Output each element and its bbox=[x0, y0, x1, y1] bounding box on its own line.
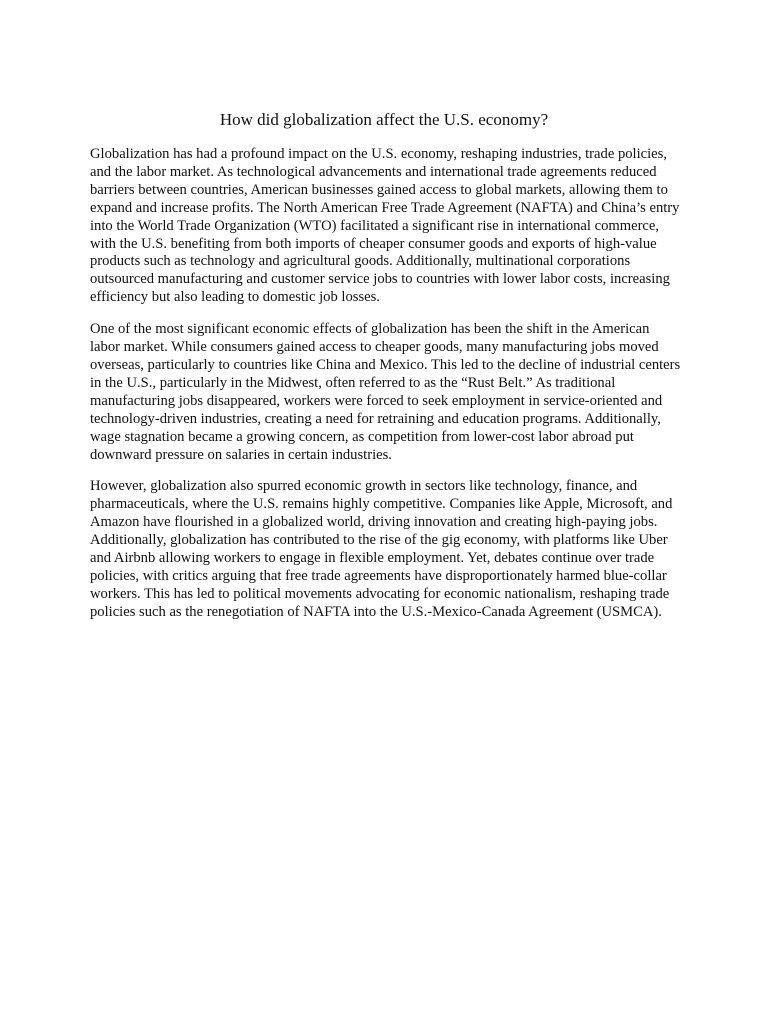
paragraph-1: Globalization has had a profound impact on the U.S. economy, reshaping industries, trade policies, and the labor market. As technological advancements and international trade agreements reduced barriers between countries, American businesses gained access to global markets, allowing them to expand and increase profits. The North American Free Trade Agreement (NAFTA) and China’s entry into the World Trade Organization (WTO) facilitated a significant rise in international commerce, with the U.S. benefiting from both imports of cheaper consumer goods and exports of high-value products such as technology and agricultural goods. Additionally, multinational corporations outsourced manufacturing and customer service jobs to countries with lower labor costs, increasing efficiency but also leading to domestic job losses. bbox=[90, 146, 680, 306]
paragraph-2: One of the most significant economic effects of globalization has been the shift in the American labor market. While consumers gained access to cheaper goods, many manufacturing jobs moved overseas, particularly to countries like China and Mexico. This led to the decline of industrial centers in the U.S., particularly in the Midwest, often referred to as the “Rust Belt.” As traditional manufacturing jobs disappeared, workers were forced to seek employment in service-oriented and technology-driven industries, creating a need for retraining and education programs. Additionally, wage stagnation became a growing concern, as competition from lower-cost labor abroad put downward pressure on salaries in certain industries. bbox=[90, 321, 681, 463]
paragraph-3: However, globalization also spurred economic growth in sectors like technology, finance, and pharmaceuticals, where the U.S. remains highly competitive. Companies like Apple, Microsoft, and Amazon have flourished in a globalized world, driving innovation and creating high-paying jobs. Additionally, globalization has contributed to the rise of the gig economy, with platforms like Uber and Airbnb allowing workers to engage in flexible employment. Yet, debates continue over trade policies, with critics arguing that free trade agreements have disproportionately harmed blue-collar workers. This has led to political movements advocating for economic nationalism, reshaping trade policies such as the renegotiation of NAFTA into the U.S.-Mexico-Canada Agreement (USMCA). bbox=[90, 478, 673, 620]
document-body bbox=[90, 146, 682, 636]
document-title: How did globalization affect the U.S. economy? bbox=[219, 110, 549, 129]
